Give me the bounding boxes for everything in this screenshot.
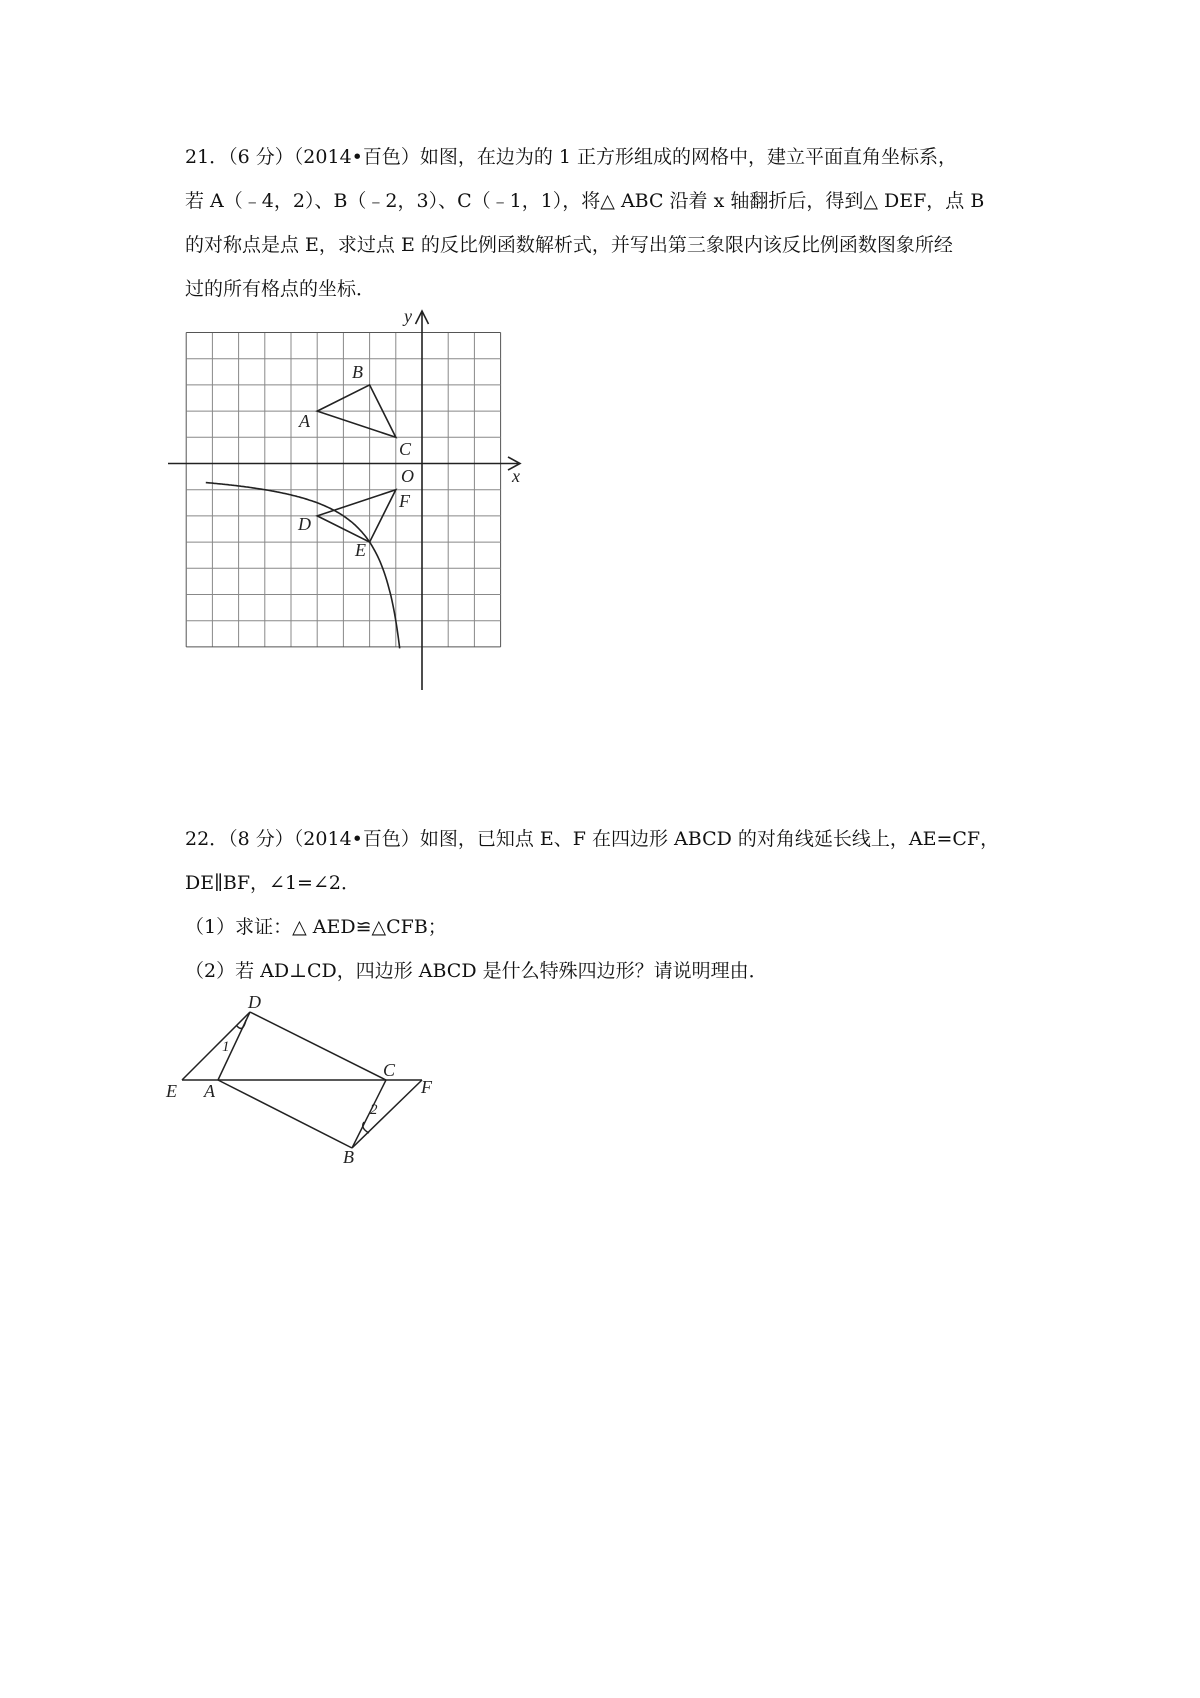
segment-ab: [218, 1080, 352, 1148]
problem22-line-1: 22．（8 分）（2014•百色）如图，已知点 E、F 在四边形 ABCD 的对角线延长线上，AE=CF，: [185, 828, 1000, 850]
point-d-label: D: [298, 514, 311, 534]
angle-1-label: 1: [222, 1039, 230, 1055]
problem22-line-2: DE∥BF，∠1=∠2．: [185, 872, 360, 894]
problem21-line-1: 21．（6 分）（2014•百色）如图，在边为的 1 正方形组成的网格中，建立平面直角坐标系，: [185, 146, 958, 168]
point-b-label: B: [352, 362, 363, 382]
point-f-label: F: [399, 491, 410, 511]
inverse-function-curve: [206, 483, 400, 649]
problem21-line-4: 过的所有格点的坐标．: [185, 278, 376, 300]
axes: [168, 311, 520, 690]
problem22-part-2: （2）若 AD⊥CD，四边形 ABCD 是什么特殊四边形？请说明理由．: [185, 960, 768, 982]
grid-lines: [186, 333, 500, 647]
segment-ed: [182, 1012, 250, 1080]
point-a-label: A: [299, 411, 310, 431]
segment-bf: [352, 1080, 422, 1148]
point-e-label: E: [355, 540, 366, 560]
y-axis-label: y: [404, 306, 412, 326]
point-e-label: E: [166, 1081, 177, 1101]
point-f-label: F: [421, 1077, 432, 1097]
problem21-line-3: 的对称点是点 E，求过点 E 的反比例函数解析式，并写出第三象限内该反比例函数图象所经: [185, 234, 953, 256]
point-c-label: C: [399, 439, 412, 459]
problem22-part-1: （1）求证：△ AED≌△CFB；: [185, 916, 447, 938]
x-axis-label: x: [512, 466, 520, 486]
segment-dc: [250, 1012, 386, 1080]
point-d-label: D: [248, 992, 261, 1012]
origin-label: O: [401, 466, 414, 486]
problem21-line-2: 若 A（﹣4，2）、B（﹣2，3）、C（﹣1，1），将△ ABC 沿着 x 轴翻折后，得到△ DEF，点 B: [185, 190, 985, 212]
quadrilateral-figure: [160, 990, 450, 1170]
coordinate-grid-figure: [160, 300, 540, 700]
angle-2-label: 2: [370, 1102, 378, 1118]
point-a-label: A: [204, 1081, 215, 1101]
point-c-label: C: [383, 1060, 396, 1080]
segment-bc: [352, 1080, 386, 1148]
point-b-label: B: [343, 1147, 354, 1167]
